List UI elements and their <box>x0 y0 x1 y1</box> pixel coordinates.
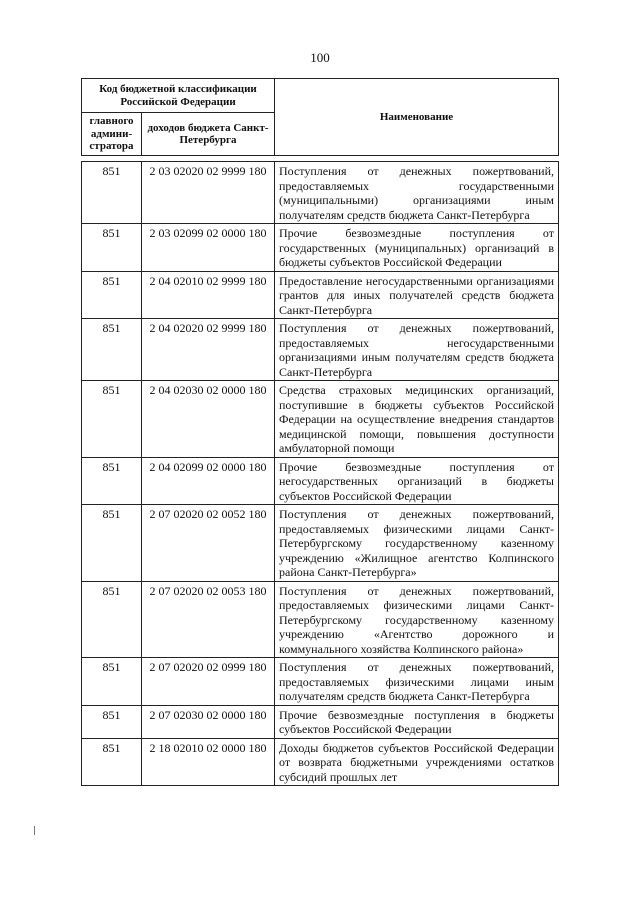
name-cell: Прочие безвозмездные поступления от государственных (муниципальных) организаций в бюджеты субъектов Российской Федерации <box>275 224 559 272</box>
admin-cell: 851 <box>82 658 142 706</box>
scan-mark <box>34 826 35 835</box>
revenue-table <box>81 161 559 786</box>
name-cell: Поступления от денежных пожертвований, предоставляемых государственными (муниципальными) организациями иным получателям средств бюджета Санкт-Петербурга <box>275 162 559 224</box>
name-cell: Поступления от денежных пожертвований, предоставляемых физическими лицами иным получателям средств бюджета Санкт-Петербурга <box>275 658 559 706</box>
name-cell: Доходы бюджетов субъектов Российской Федерации от возврата бюджетными учреждениями остатков субсидий прошлых лет <box>275 738 559 786</box>
admin-cell: 851 <box>82 505 142 582</box>
header-admin: главного админи-стратора <box>82 113 142 156</box>
name-cell: Поступления от денежных пожертвований, предоставляемых негосударственными организациями иным получателям средств бюджета Санкт-Петербурга <box>275 319 559 381</box>
admin-cell: 851 <box>82 457 142 505</box>
admin-cell: 851 <box>82 319 142 381</box>
admin-cell: 851 <box>82 224 142 272</box>
page-number: 100 <box>310 50 330 65</box>
admin-cell: 851 <box>82 705 142 738</box>
table-row <box>82 505 559 582</box>
admin-cell: 851 <box>82 162 142 224</box>
code-cell: 2 04 02010 02 9999 180 <box>142 271 275 319</box>
code-cell: 2 03 02020 02 9999 180 <box>142 162 275 224</box>
code-cell: 2 04 02099 02 0000 180 <box>142 457 275 505</box>
name-cell: Поступления от денежных пожертвований, предоставляемых физическими лицами Санкт-Петербургскому государственному казенному учреждению «Агентство дорожного и коммунального хозяйства Колпинского района» <box>275 581 559 658</box>
table-row <box>82 162 559 224</box>
table-row <box>82 457 559 505</box>
table-row <box>82 224 559 272</box>
code-cell: 2 07 02020 02 0053 180 <box>142 581 275 658</box>
header-group-title: Код бюджетной классификации Российской Федерации <box>82 79 275 113</box>
table-row <box>82 738 559 786</box>
admin-cell: 851 <box>82 581 142 658</box>
table-row <box>82 581 559 658</box>
name-cell: Средства страховых медицинских организаций, поступившие в бюджеты субъектов Российской Федерации на осуществление внедрения стандартов медицинской помощи, повышения доступности амбулаторной помощи <box>275 381 559 458</box>
admin-cell: 851 <box>82 381 142 458</box>
header-name: Наименование <box>275 79 559 156</box>
revenue-table-body <box>82 162 559 786</box>
code-cell: 2 07 02020 02 0052 180 <box>142 505 275 582</box>
table-row <box>82 271 559 319</box>
name-cell: Прочие безвозмездные поступления от негосударственных организаций в бюджеты субъектов Российской Федерации <box>275 457 559 505</box>
name-cell: Поступления от денежных пожертвований, предоставляемых физическими лицами Санкт-Петербургскому государственному казенному учреждению «Жилищное агентство Колпинского района Санкт-Петербурга» <box>275 505 559 582</box>
table-row <box>82 658 559 706</box>
admin-cell: 851 <box>82 271 142 319</box>
code-cell: 2 18 02010 02 0000 180 <box>142 738 275 786</box>
table-row <box>82 705 559 738</box>
name-cell: Прочие безвозмездные поступления в бюджеты субъектов Российской Федерации <box>275 705 559 738</box>
admin-cell: 851 <box>82 738 142 786</box>
table-row <box>82 319 559 381</box>
code-cell: 2 04 02030 02 0000 180 <box>142 381 275 458</box>
code-cell: 2 07 02030 02 0000 180 <box>142 705 275 738</box>
name-cell: Предоставление негосударственными организациями грантов для иных получателей средств бюджета Санкт-Петербурга <box>275 271 559 319</box>
table-row <box>82 381 559 458</box>
code-cell: 2 03 02099 02 0000 180 <box>142 224 275 272</box>
header-code: доходов бюджета Санкт-Петербурга <box>142 113 275 156</box>
code-cell: 2 04 02020 02 9999 180 <box>142 319 275 381</box>
table-header <box>81 78 559 156</box>
code-cell: 2 07 02020 02 0999 180 <box>142 658 275 706</box>
